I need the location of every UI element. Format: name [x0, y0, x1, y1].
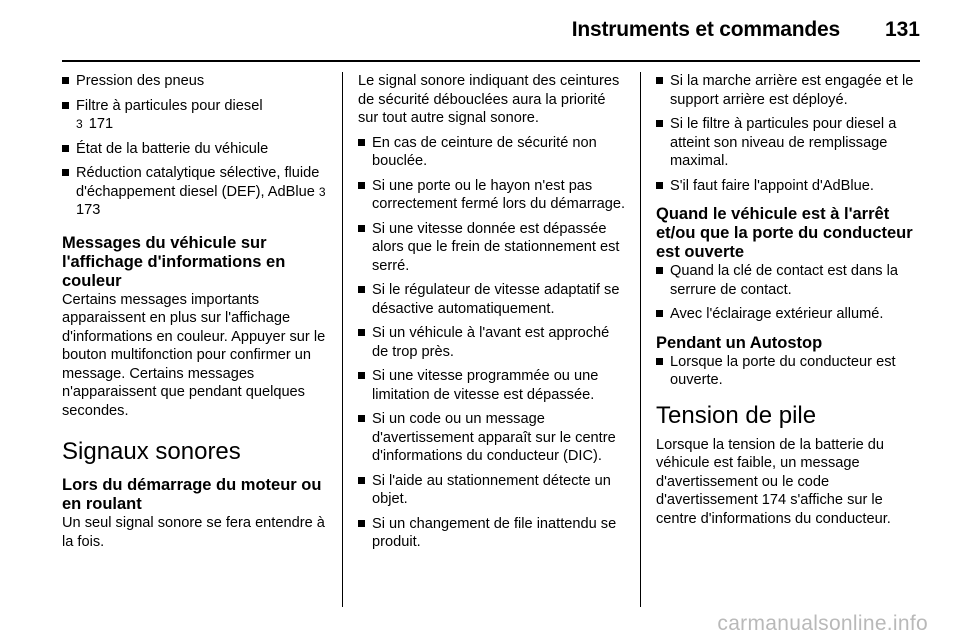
list-item: Avec l'éclairage extérieur allumé.	[656, 305, 924, 324]
list-item: Si une vitesse programmée ou une limitation de vitesse est dépassée.	[358, 367, 626, 404]
list-item: Lorsque la porte du conducteur est ouverte.	[656, 353, 924, 390]
subheading: Quand le véhicule est à l'arrêt et/ou que la porte du conducteur est ouverte	[656, 205, 913, 261]
square-bullet-icon	[358, 520, 365, 527]
square-bullet-icon	[62, 102, 69, 109]
square-bullet-icon	[656, 358, 663, 365]
list-item: En cas de ceinture de sécurité non bouclée.	[358, 134, 626, 171]
header-rule	[62, 60, 920, 62]
page-reference-arrow-icon: 3	[76, 117, 83, 131]
list-item: Si l'aide au stationnement détecte un objet.	[358, 472, 626, 509]
column-divider	[342, 72, 343, 607]
square-bullet-icon	[358, 329, 365, 336]
page-reference-link[interactable]: 171	[88, 116, 114, 132]
section-title: Signaux sonores	[62, 438, 241, 465]
square-bullet-icon	[656, 267, 663, 274]
square-bullet-icon	[656, 120, 663, 127]
list-item: Si la marche arrière est engagée et le support arrière est déployé.	[656, 72, 924, 109]
page-reference-link[interactable]: 173	[76, 202, 101, 218]
page-reference-arrow-icon: 3	[318, 184, 326, 199]
square-bullet-icon	[656, 310, 663, 317]
autostop-list	[656, 353, 924, 390]
list-item: Réduction catalytique sélective, fluide d'échappement diesel (DEF), AdBlue 3 173	[62, 164, 330, 220]
list-item: Si le filtre à particules pour diesel a atteint son niveau de remplissage maximal.	[656, 115, 924, 171]
column-divider	[640, 72, 641, 607]
square-bullet-icon	[62, 77, 69, 84]
list-item: Quand la clé de contact est dans la serrure de contact.	[656, 262, 924, 299]
square-bullet-icon	[358, 139, 365, 146]
list-item: S'il faut faire l'appoint d'AdBlue.	[656, 177, 924, 196]
square-bullet-icon	[358, 286, 365, 293]
square-bullet-icon	[656, 77, 663, 84]
square-bullet-icon	[358, 415, 365, 422]
signal-list-continued	[656, 72, 924, 195]
square-bullet-icon	[62, 169, 69, 176]
list-item: Si une porte ou le hayon n'est pas correctement fermé lors du démarrage.	[358, 177, 626, 214]
square-bullet-icon	[62, 145, 69, 152]
square-bullet-icon	[656, 182, 663, 189]
paragraph: Certains messages importants apparaissent en plus sur l'affichage d'informations en couleur. Appuyer sur le bouton multifonction pour confirmer un message. Certains messages n'apparaissent que pendant quelques secondes.	[62, 291, 326, 419]
column-2	[358, 72, 626, 558]
page-number: 131	[884, 18, 920, 41]
section-title: Tension de pile	[656, 401, 817, 429]
subheading: Lors du démarrage du moteur ou en roulant	[62, 476, 322, 513]
signal-list	[358, 134, 626, 552]
square-bullet-icon	[358, 477, 365, 484]
list-item: Si un code ou un message d'avertissement apparaît sur le centre d'informations du conducteur (DIC).	[358, 410, 626, 466]
watermark: carmanualsonline.info	[717, 612, 928, 635]
square-bullet-icon	[358, 372, 365, 379]
page-header-title: Instruments et commandes	[571, 18, 840, 41]
subheading: Messages du véhicule sur l'affichage d'informations en couleur	[62, 233, 286, 290]
square-bullet-icon	[358, 182, 365, 189]
paragraph: Le signal sonore indiquant des ceintures de sécurité débouclées aura la priorité sur tout autre signal sonore.	[358, 73, 620, 126]
paragraph: Lorsque la tension de la batterie du véhicule est faible, un message d'avertissement ou le code d'avertissement 174 s'affiche sur le centre d'informations du conducteur.	[656, 436, 891, 527]
list-item: Si le régulateur de vitesse adaptatif se désactive automatiquement.	[358, 281, 626, 318]
list-item: Si une vitesse donnée est dépassée alors que le frein de stationnement est serré.	[358, 220, 626, 276]
paragraph: Un seul signal sonore se fera entendre à la fois.	[62, 515, 325, 550]
status-list	[62, 72, 330, 220]
list-item: Filtre à particules pour diesel 3 171	[62, 97, 330, 134]
list-item: Pression des pneus	[62, 72, 330, 91]
subheading: Pendant un Autostop	[656, 333, 823, 352]
list-item: Si un changement de file inattendu se produit.	[358, 515, 626, 552]
list-item: Si un véhicule à l'avant est approché de trop près.	[358, 324, 626, 361]
list-item: État de la batterie du véhicule	[62, 140, 330, 159]
column-3	[656, 72, 924, 528]
parked-list	[656, 262, 924, 324]
column-1	[62, 72, 330, 551]
square-bullet-icon	[358, 225, 365, 232]
